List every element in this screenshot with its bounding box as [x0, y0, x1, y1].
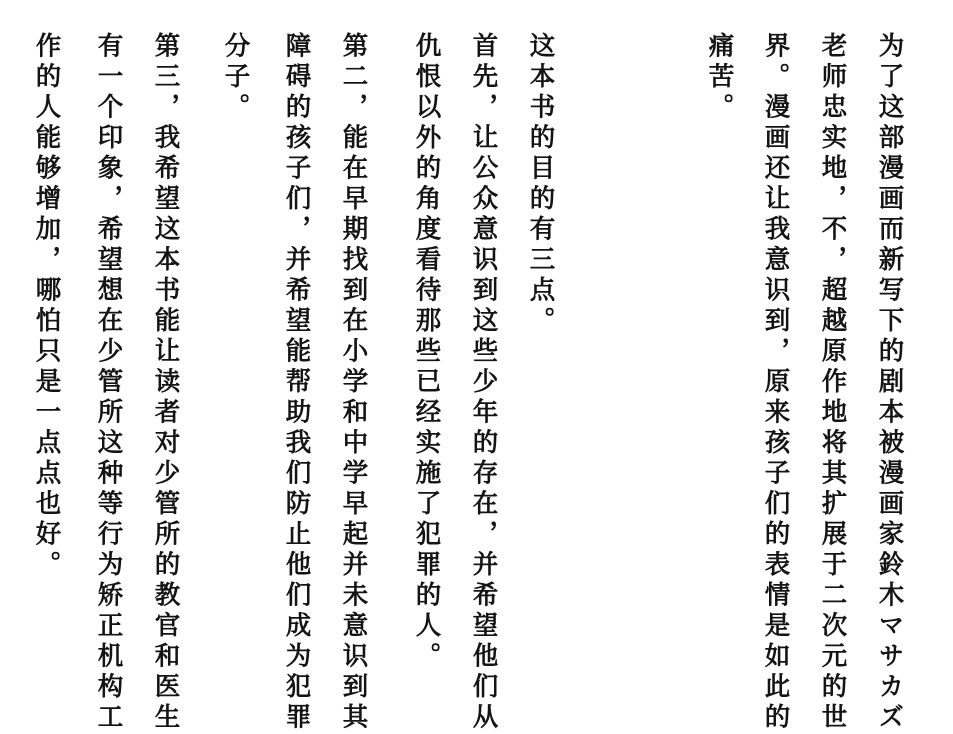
text-column-7: 仇恨以外的角度看待那些已经实施了犯罪的人。 — [411, 32, 442, 673]
text-column-13: 作的人能够增加，哪怕只是一点点也好。 — [31, 32, 62, 581]
text-column-1: 为了这部漫画而新写下的剧本被漫画家鈴木マサカズ — [874, 32, 905, 734]
text-column-5: 这本书的目的有三点。 — [525, 32, 556, 337]
text-column-11: 第三，我希望这本书能让读者对少管所的教官和医生 — [150, 32, 181, 734]
text-column-4: 痛苦。 — [704, 32, 735, 124]
text-column-10: 分子。 — [220, 32, 251, 124]
text-column-3: 界。漫画还让我意识到，原来孩子们的表情是如此的 — [760, 32, 791, 734]
text-column-2: 老师忠实地，不，超越原作地将其扩展于二次元的世 — [817, 32, 848, 734]
text-column-8: 第二，能在早期找到在小学和中学早起并未意识到其 — [338, 32, 369, 734]
text-column-6: 首先，让公众意识到这些少年的存在，并希望他们从 — [468, 32, 499, 734]
text-column-9: 障碍的孩子们，并希望能帮助我们防止他们成为犯罪 — [281, 32, 312, 734]
text-column-12: 有一个印象，希望想在少管所这种等行为矫正机构工 — [93, 32, 124, 734]
